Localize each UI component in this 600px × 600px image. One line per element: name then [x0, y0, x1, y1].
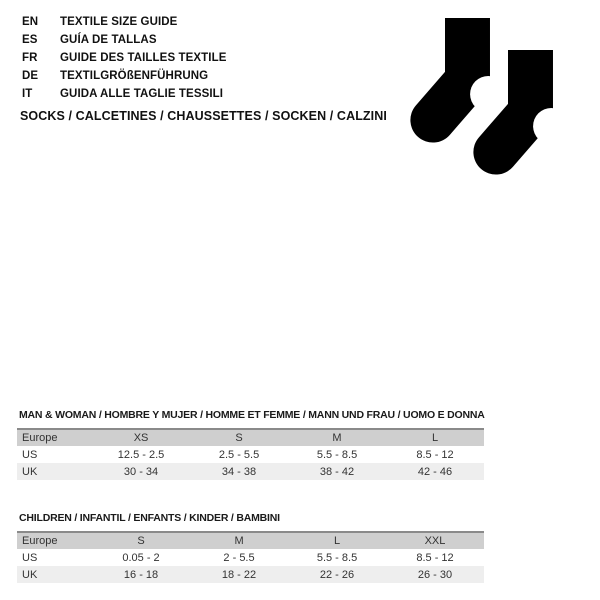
table-section-man-woman [17, 409, 484, 480]
table-title: MAN & WOMAN / HOMBRE Y MUJER / HOMME ET FEMME / MANN UND FRAU / UOMO E DONNA [19, 409, 485, 421]
language-row-de [22, 67, 227, 85]
column-header: M [234, 535, 244, 547]
table-row [17, 463, 484, 480]
size-cell: 30 - 34 [123, 465, 159, 478]
language-code: FR [22, 52, 38, 64]
language-label: GUÍA DE TALLAS [60, 34, 157, 46]
table-title: CHILDREN / INFANTIL / ENFANTS / KINDER / BAMBINI [19, 512, 280, 524]
size-cell: 42 - 46 [417, 465, 453, 478]
size-cell: 18 - 22 [221, 568, 257, 581]
table-row [17, 549, 484, 566]
region-cell: US [22, 551, 38, 564]
region-cell: UK [22, 568, 38, 581]
size-table-children [17, 531, 484, 583]
language-code: DE [22, 70, 39, 82]
size-cell: 34 - 38 [221, 465, 257, 478]
category-heading: SOCKS / CALCETINES / CHAUSSETTES / SOCKEN / CALZINI [20, 109, 387, 123]
language-label: TEXTILE SIZE GUIDE [60, 16, 178, 28]
region-cell: UK [22, 465, 38, 478]
table-row [17, 566, 484, 583]
column-header: S [235, 432, 243, 444]
language-code: IT [22, 88, 33, 100]
language-row-it [22, 85, 227, 103]
size-cell: 16 - 18 [123, 568, 159, 581]
column-header: XS [133, 432, 149, 444]
table-section-children [17, 512, 484, 583]
table-header-row [17, 532, 484, 549]
size-cell: 8.5 - 12 [416, 551, 454, 564]
size-cell: 22 - 26 [319, 568, 355, 581]
column-header: XXL [424, 535, 446, 547]
size-cell: 2 - 5.5 [223, 551, 255, 564]
language-code: EN [22, 16, 39, 28]
column-header: L [333, 535, 341, 547]
size-cell: 8.5 - 12 [416, 448, 454, 461]
size-table-man-woman [17, 428, 484, 480]
size-cell: 5.5 - 8.5 [316, 551, 358, 564]
language-label: GUIDE DES TAILLES TEXTILE [60, 52, 227, 64]
size-cell: 2.5 - 5.5 [218, 448, 260, 461]
language-label: GUIDA ALLE TAGLIE TESSILI [60, 88, 224, 100]
language-code: ES [22, 34, 38, 46]
language-list [22, 13, 227, 103]
table-header-row [17, 429, 484, 446]
socks-icon [400, 10, 590, 190]
size-cell: 38 - 42 [319, 465, 355, 478]
column-header: Europe [22, 432, 58, 444]
size-cell: 0.05 - 2 [122, 551, 160, 564]
region-cell: US [22, 448, 38, 461]
column-header: M [332, 432, 342, 444]
language-row-es [22, 31, 227, 49]
size-cell: 26 - 30 [417, 568, 453, 581]
size-cell: 12.5 - 2.5 [117, 448, 165, 461]
column-header: S [137, 535, 145, 547]
language-label: TEXTILGRÖßENFÜHRUNG [60, 70, 209, 82]
column-header: L [431, 432, 439, 444]
table-row [17, 446, 484, 463]
language-row-en [22, 13, 227, 31]
size-cell: 5.5 - 8.5 [316, 448, 358, 461]
language-row-fr [22, 49, 227, 67]
column-header: Europe [22, 535, 58, 547]
